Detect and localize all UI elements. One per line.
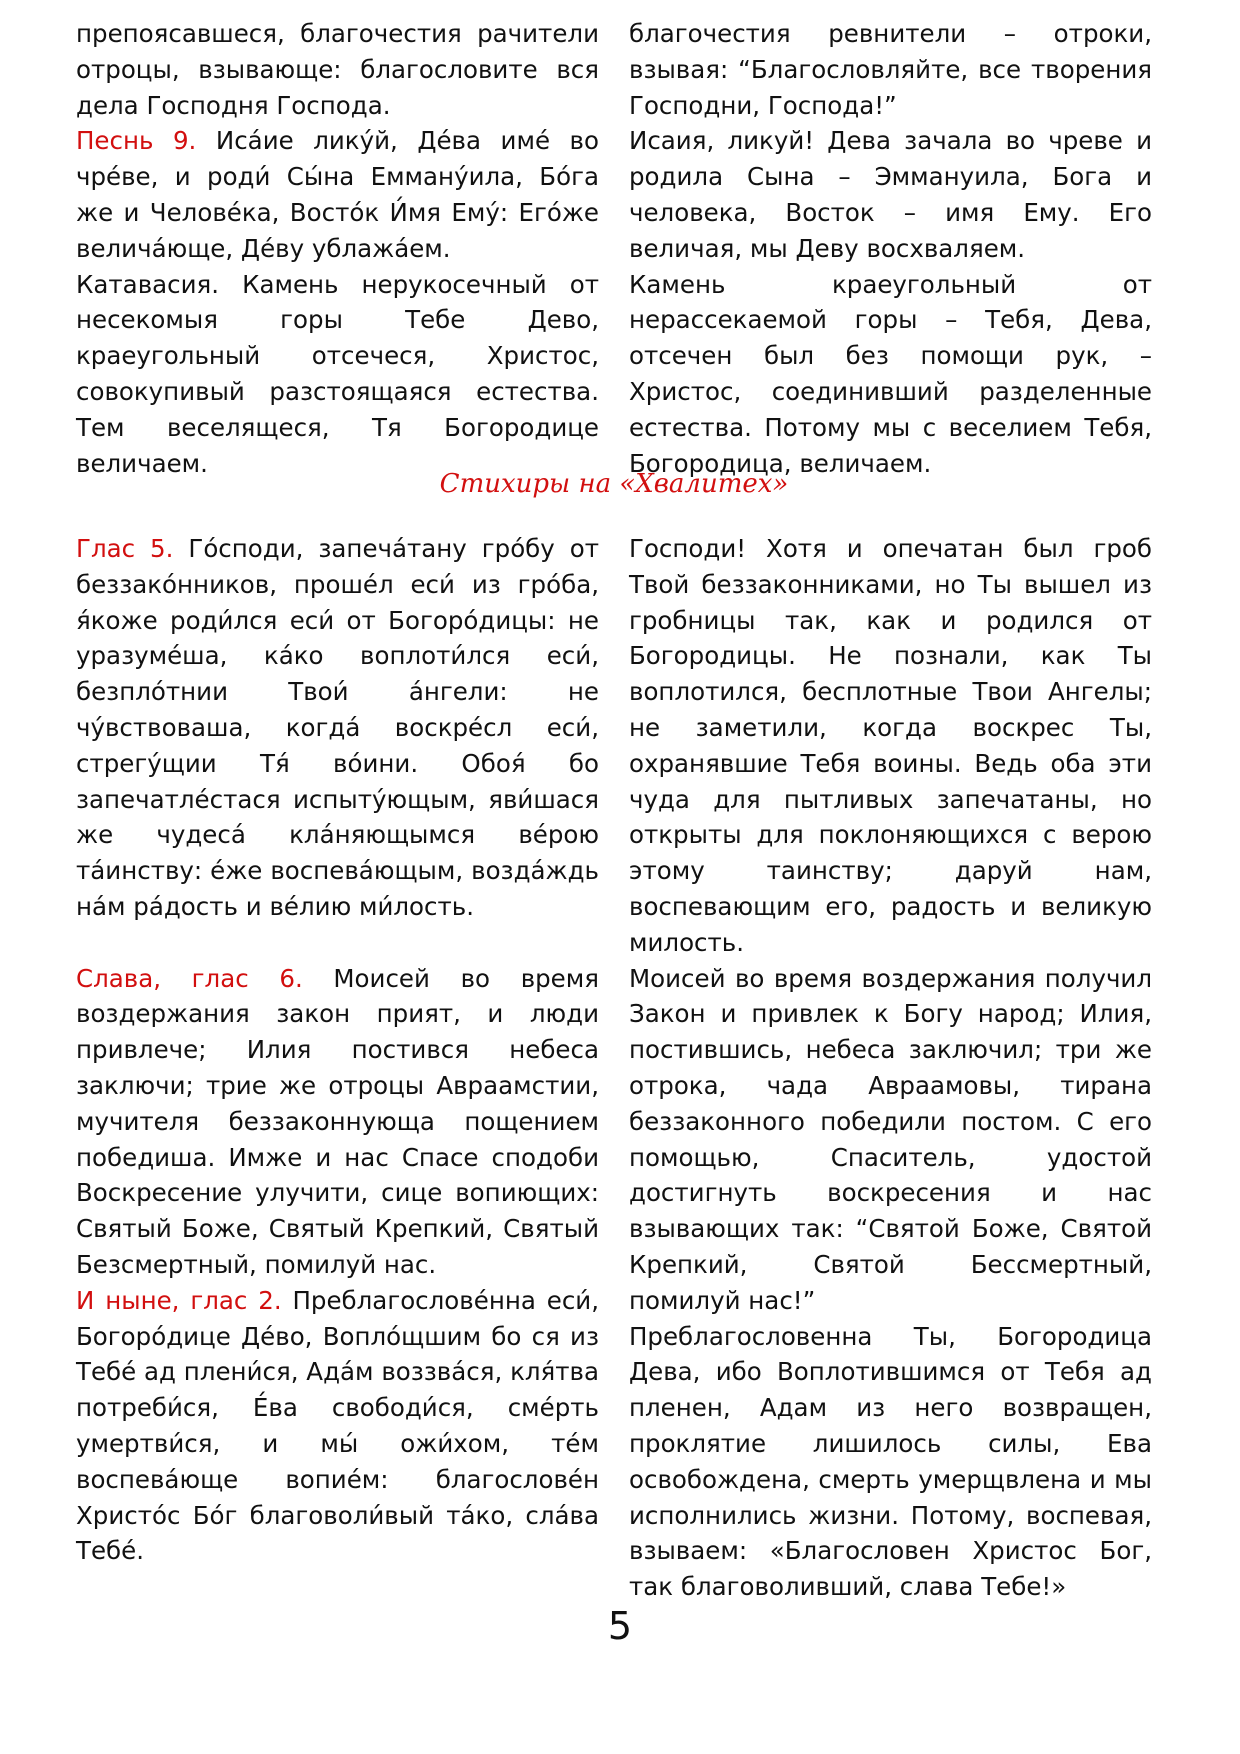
page-number: 5: [607, 1604, 633, 1648]
rubric: Песнь 9.: [76, 126, 197, 156]
paragraph-text: Катавасия. Камень нерукосечный от несекомыя горы Тебе Дево, краеугольный отсечеся, Христос, совокупивый разстоящаяся естества. Тем веселящеся, Тя Богородице величаем.: [76, 269, 599, 478]
slavonic-column-top: [76, 16, 599, 481]
slavonic-column-bottom: [76, 531, 599, 1605]
russian-column-top: [629, 16, 1152, 481]
rubric: И ныне, глас 2.: [76, 1285, 282, 1315]
russian-paragraph: Моисей во время воздержания получил Закон и привлек к Богу народ; Илия, постившись, небеса заключил; три же отрока, чада Авраамовы, тирана беззаконного победили постом. С его помощью, Спаситель, удостой достигнуть воскресения и нас взывающих так: “Святой Боже, Святой Крепкий, Святой Бессмертный, помилуй нас!”: [629, 963, 1152, 1315]
russian-column-bottom: [629, 531, 1152, 1605]
russian-paragraph: благочестия ревнители – отроки, взывая: “Благословляйте, все творения Господни, Господа!”: [629, 19, 1152, 120]
rubric: Глас 5.: [76, 534, 174, 563]
slavonic-paragraph: [76, 961, 599, 1283]
russian-paragraph: Исаия, ликуй! Дева зачала во чреве и родила Сына – Эммануила, Бога и человека, Восток – имя Ему. Его величая, мы Деву восхваляем.: [629, 126, 1152, 263]
paragraph-text: препоясавшеся, благочестия рачители отроцы, взывающе: благословите вся дела Господня Господа.: [76, 19, 599, 120]
russian-paragraph: Господи! Хотя и опечатан был гроб Твой беззаконниками, но Ты вышел из гробницы так, как и родился от Богородицы. Не познали, как Ты воплотился, бесплотные Твои Ангелы; не заметили, когда воскрес Ты, охранявшие Тебя воины. Ведь оба эти чуда для пытливых запечатаны, но открыты для поклоняющихся с верою этому таинству; даруй нам, воспевающим его, радость и великую милость.: [629, 534, 1152, 957]
slavonic-paragraph: [76, 123, 599, 266]
section-title: Стихиры на «Хвалитех»: [439, 469, 789, 499]
paragraph-text: Моисей во время воздержания закон прият, и люди привлече; Илия постився небеса заключи; трие же отроцы Авраамстии, мучителя беззаконнующа пощением победиша. Имже и нас Спасе сподоби Воскресение улучити, сице вопиющих: Святый Боже, Святый Крепкий, Святый Безсмертный, помилуй нас.: [76, 963, 599, 1279]
paragraph-text: Иса́ие лику́й, Де́ва име́ во чре́ве, и роди́ Сы́на Емману́ила, Бо́га же и Челове́ка, Восто́к И́мя Ему́: Его́же велича́юще, Де́ву ублажа́ем.: [76, 126, 599, 263]
russian-paragraph: Преблагословенна Ты, Богородица Дева, ибо Воплотившимся от Тебя ад пленен, Адам из него возвращен, проклятие лишилось силы, Ева освобождена, смерть умерщвлена и мы исполнились жизни. Потому, воспевая, взываем: «Благословен Христос Бог, так благоволивший, слава Тебе!»: [629, 1321, 1152, 1602]
slavonic-paragraph: [76, 1283, 599, 1569]
top-parallel-text: [76, 16, 1152, 481]
paragraph-text: Го́споди, запеча́тану гро́бу от беззако́нников, проше́л еси́ из гро́ба, я́коже роди́лся еси́ от Богоро́дицы: не уразуме́ша, ка́ко воплоти́лся еси́, безпло́тнии Твои́ а́нгели: не чу́вствоваша, когда́ воскре́сл еси́, стрегу́щии Тя́ во́ини. Обоя́ бо запечатле́стася испыту́ющым, яви́шася же чудеса́ кла́няющымся ве́рою та́инству: е́же воспева́ющым, возда́ждь на́м ра́дость и ве́лию ми́лость.: [76, 534, 600, 921]
rubric: Слава, глас 6.: [76, 963, 303, 993]
slavonic-paragraph: [76, 16, 599, 123]
bottom-parallel-text: [76, 531, 1152, 1605]
paragraph-text: Преблагослове́нна еси́, Богоро́дице Де́во, Вопло́щшим бо ся из Тебе́ ад плени́ся, Ада́м воззва́ся, кля́тва потреби́ся, Е́ва свободи́ся, сме́рть умертви́ся, и мы́ ожи́хом, те́м воспева́юще вопие́м: благослове́н Христо́с Бо́г благоволи́вый та́ко, сла́ва Тебе́.: [76, 1285, 599, 1566]
russian-paragraph: Камень краеугольный от нерассекаемой горы – Тебя, Дева, отсечен был без помощи рук, – Христос, соединивший разделенные естества. Потому мы с веселием Тебя, Богородица, величаем.: [629, 269, 1152, 478]
slavonic-paragraph: [76, 267, 599, 482]
slavonic-paragraph: [76, 531, 599, 925]
